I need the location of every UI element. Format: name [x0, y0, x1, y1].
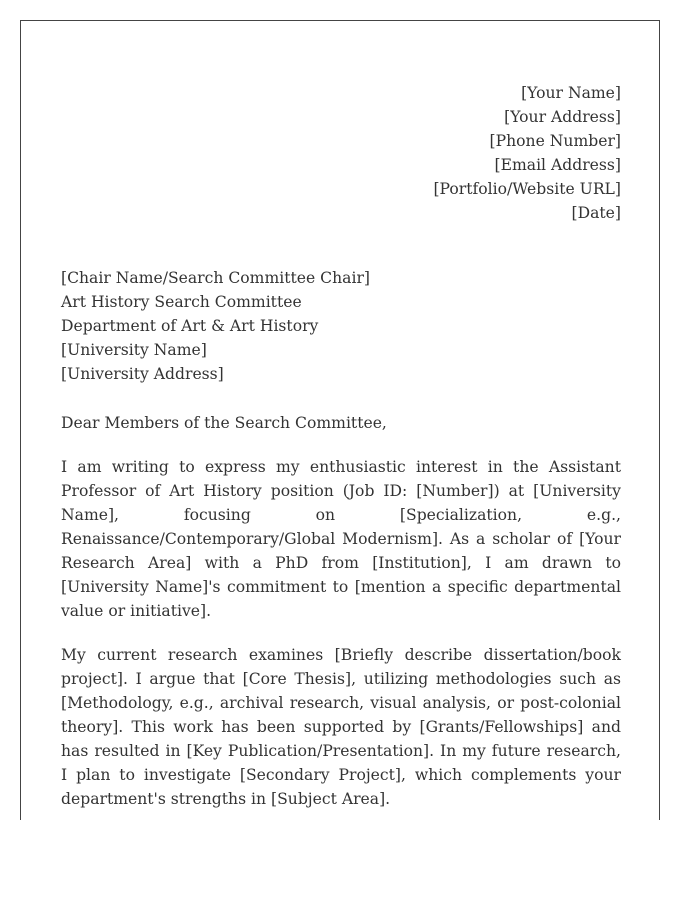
sender-block: [61, 81, 621, 225]
sender-portfolio: [Portfolio/Website URL]: [433, 180, 621, 198]
salutation: Dear Members of the Search Committee,: [61, 414, 387, 432]
sender-address: [Your Address]: [504, 108, 621, 126]
sender-email: [Email Address]: [494, 156, 621, 174]
recipient-chair: [Chair Name/Search Committee Chair]: [61, 269, 370, 287]
body-paragraph-2: My current research examines [Briefly describe dissertation/book project]. I argue that [Core Thesis], utilizing methodologies such as [Methodology, e.g., archival research, visual analysis, or post-colonial theory]. This work has been supported by [Grants/Fellowships] and has resulted in [Key Publication/Presentation]. In my future research, I plan to investigate [Secondary Project], which complements your department's strengths in [Subject Area].: [61, 646, 621, 808]
letter-date: [Date]: [571, 204, 621, 222]
letter-content: [61, 81, 621, 811]
recipient-university: [University Name]: [61, 341, 207, 359]
sender-phone: [Phone Number]: [489, 132, 621, 150]
recipient-department: Department of Art & Art History: [61, 317, 319, 335]
sender-name: [Your Name]: [521, 84, 621, 102]
letter-page: [20, 20, 660, 820]
recipient-block: [61, 266, 621, 386]
body-paragraph-1: I am writing to express my enthusiastic interest in the Assistant Professor of Art History position (Job ID: [Number]) at [University Name], focusing on [Specialization, e.g., Renaissance/Contemporary/Global Modernism]. As a scholar of [Your Research Area] with a PhD from [Institution], I am drawn to [University Name]'s commitment to [mention a specific departmental value or initiative].: [61, 458, 621, 620]
recipient-committee: Art History Search Committee: [61, 293, 302, 311]
recipient-address: [University Address]: [61, 365, 224, 383]
